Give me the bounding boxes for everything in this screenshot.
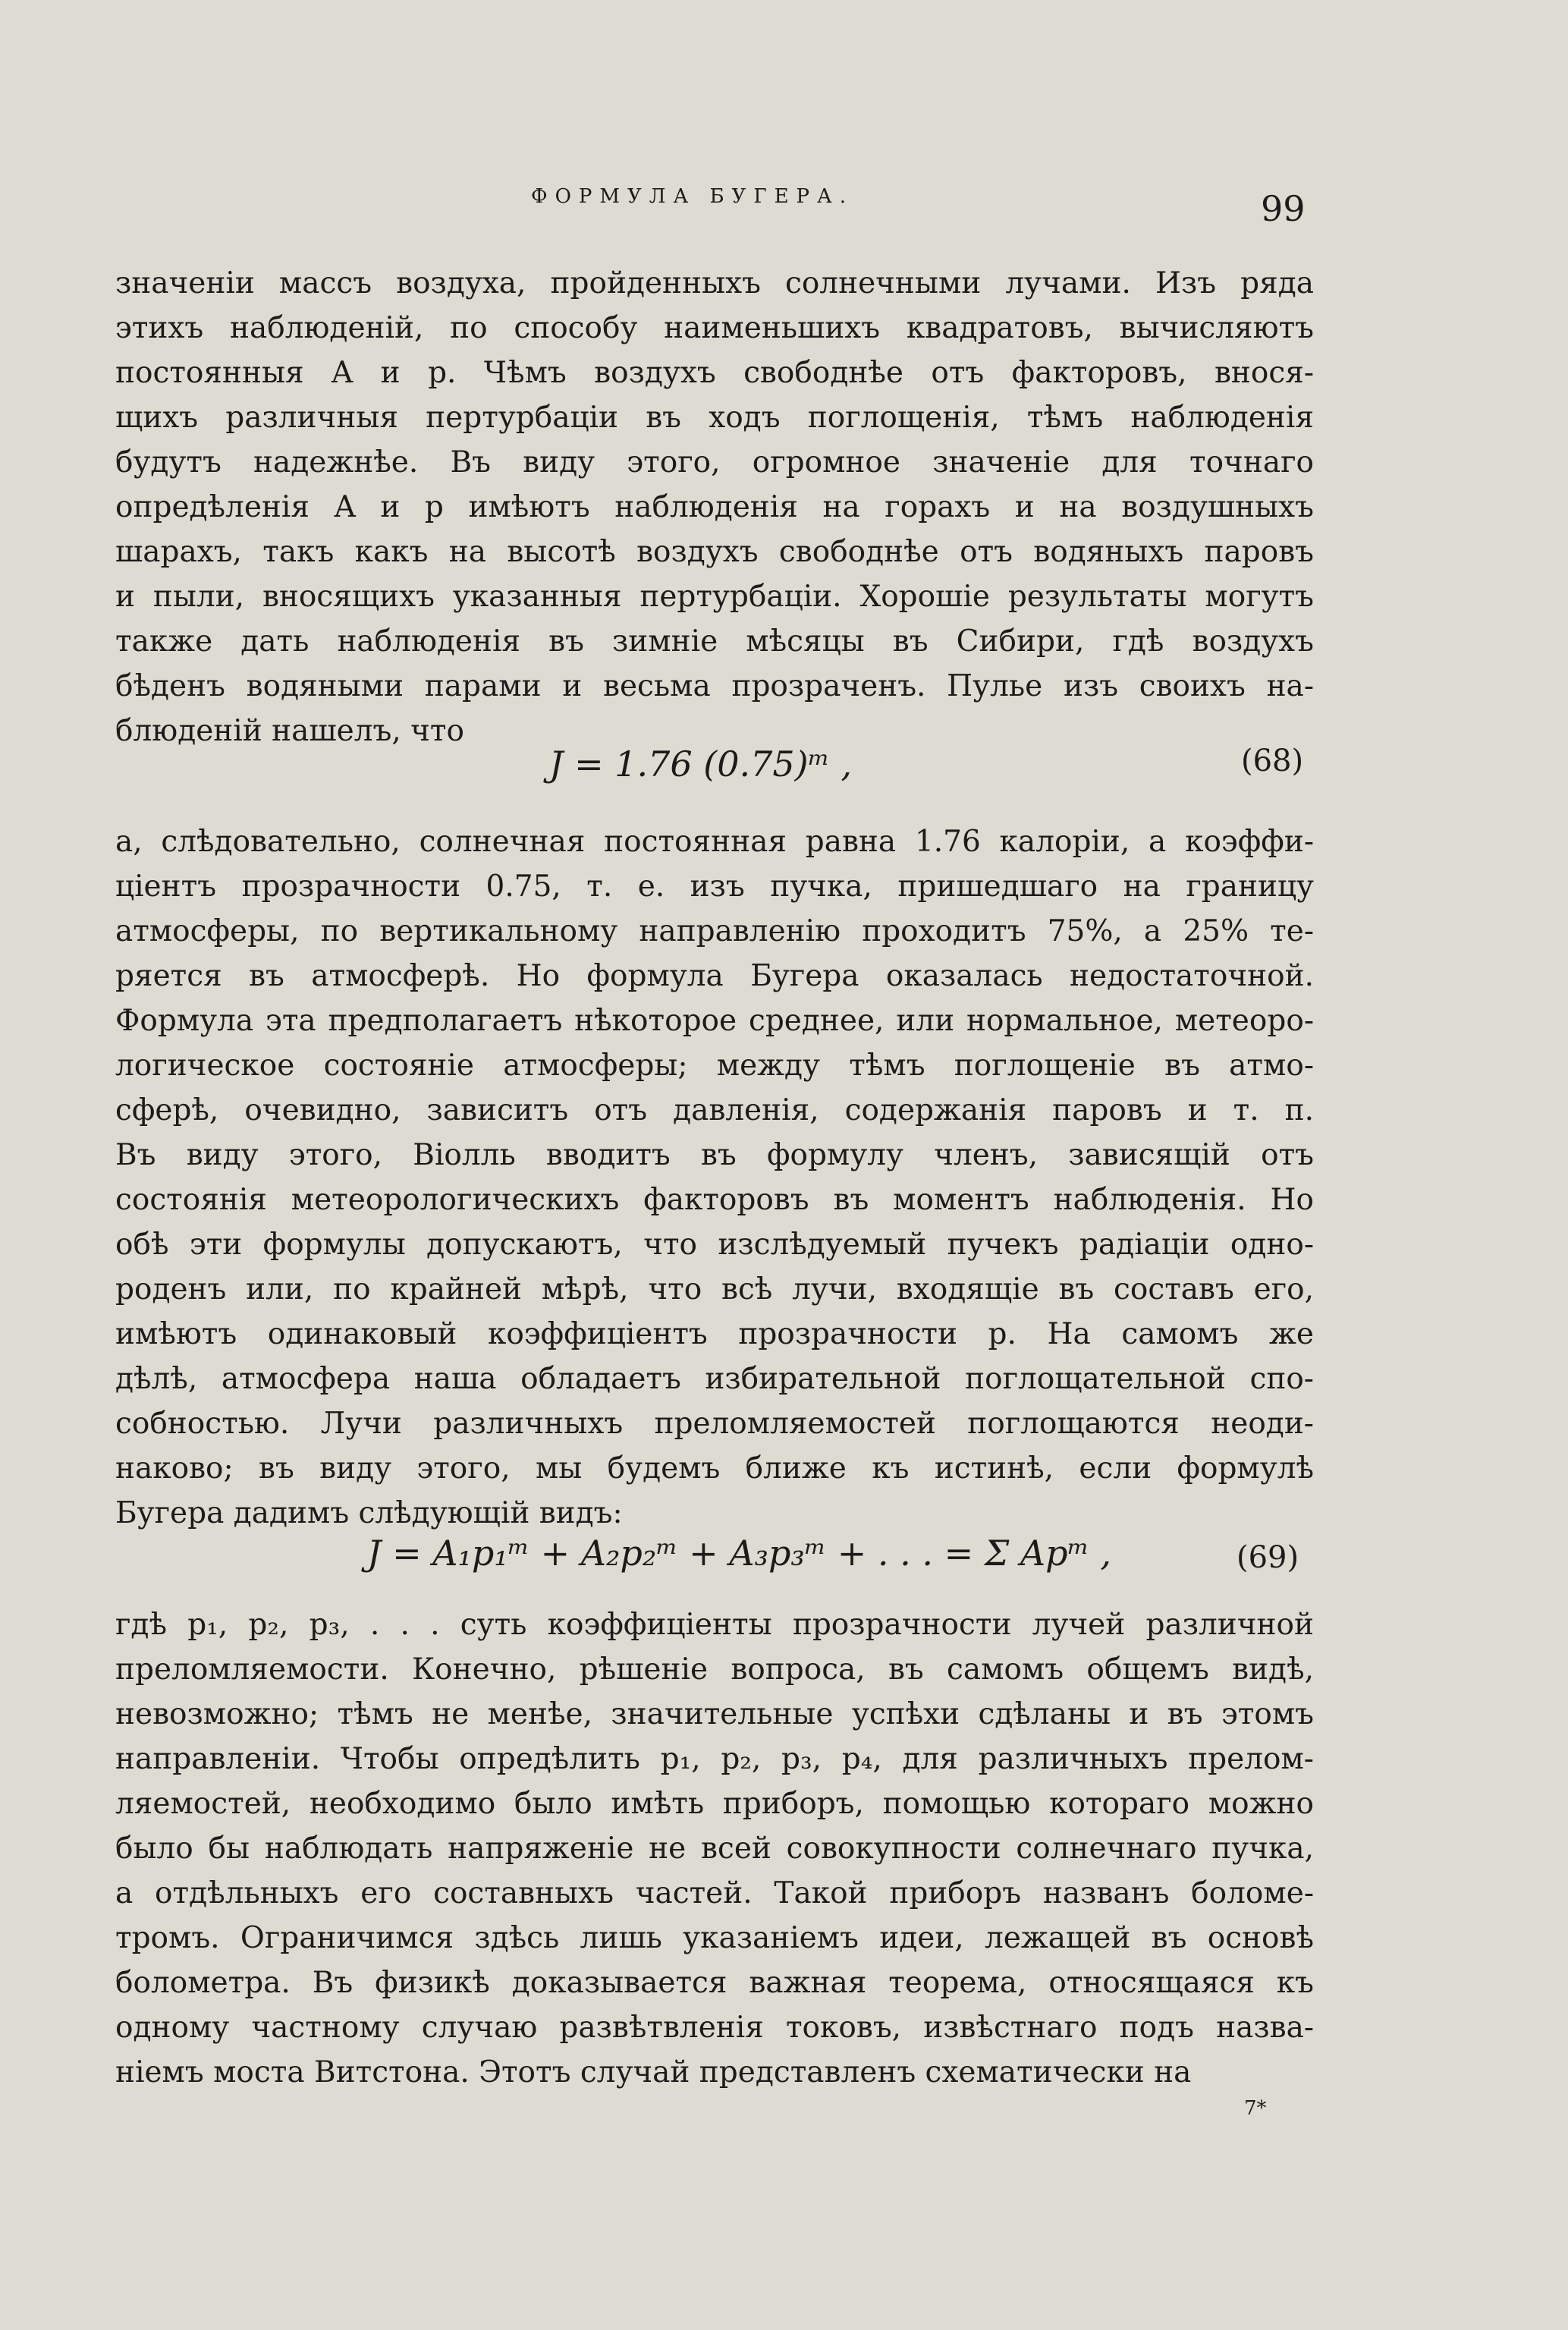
page-number: 99 — [1261, 188, 1306, 229]
text-line: логическое состоянiе атмосферы; между тѣмъ поглощенiе въ атмо- — [115, 1049, 1314, 1083]
text-line: сферѣ, очевидно, зависитъ отъ давленiя, содержанiя паровъ и т. п. — [115, 1093, 1314, 1127]
text-line: наково; въ виду этого, мы будемъ ближе къ истинѣ, если формулѣ — [115, 1451, 1314, 1486]
text-line: роденъ или, по крайней мѣрѣ, что всѣ лучи, входящiе въ составъ его, — [115, 1272, 1314, 1306]
text-line: невозможно; тѣмъ не менѣе, значительные успѣхи сдѣланы и въ этомъ — [115, 1697, 1314, 1731]
formula-69: J = A₁p₁ᵐ + A₂p₂ᵐ + A₃p₃ᵐ + . . . = Σ Apᵐ , — [367, 1533, 1112, 1574]
text-line: щихъ различныя пертурбацiи въ ходъ поглощенiя, тѣмъ наблюденiя — [115, 401, 1314, 435]
text-line: а, слѣдовательно, солнечная постоянная равна 1.76 калорiи, а коэффи- — [115, 825, 1314, 859]
text-line: нiемъ моста Витстона. Этотъ случай представленъ схематически на — [115, 2055, 1192, 2089]
text-line: значенiи массъ воздуха, пройденныхъ солнечными лучами. Изъ ряда — [115, 266, 1314, 300]
text-line: было бы наблюдать напряженiе не всей совокупности солнечнаго пучка, — [115, 1832, 1314, 1866]
text-line: ляемостей, необходимо было имѣть приборъ, помощью котораго можно — [115, 1787, 1314, 1821]
text-line: собностью. Лучи различныхъ преломляемостей поглощаются неоди- — [115, 1407, 1314, 1441]
text-line: Формула эта предполагаетъ нѣкоторое среднее, или нормальное, метеоро- — [115, 1004, 1314, 1038]
formula-68: J = 1.76 (0.75)ᵐ , — [549, 744, 853, 785]
text-line: преломляемости. Конечно, рѣшенiе вопроса, въ самомъ общемъ видѣ, — [115, 1652, 1314, 1687]
text-line: ряется въ атмосферѣ. Но формула Бугера оказалась недостаточной. — [115, 959, 1314, 993]
text-line: атмосферы, по вертикальному направленiю проходитъ 75%, а 25% те- — [115, 914, 1314, 948]
text-line: опредѣленiя A и p имѣютъ наблюденiя на горахъ и на воздушныхъ — [115, 490, 1314, 524]
text-line: одному частному случаю развѣтвленiя токовъ, извѣстнаго подъ назва- — [115, 2011, 1314, 2045]
text-line: болометра. Въ физикѣ доказывается важная теорема, относящаяся къ — [115, 1966, 1314, 2000]
text-line: дѣлѣ, атмосфера наша обладаетъ избирательной поглощательной спо- — [115, 1362, 1314, 1396]
running-title: ФОРМУЛА БУГЕРА. — [531, 185, 853, 208]
formula-68-number: (68) — [1241, 744, 1304, 778]
paragraph-2 — [115, 819, 1314, 1536]
text-line: Въ виду этого, Вiолль вводитъ въ формулу членъ, зависящiй отъ — [115, 1138, 1314, 1172]
text-line: Бугера дадимъ слѣдующiй видъ: — [115, 1496, 623, 1530]
paragraph-1 — [115, 261, 1314, 753]
text-line: шарахъ, такъ какъ на высотѣ воздухъ свободнѣе отъ водяныхъ паровъ — [115, 535, 1314, 569]
text-line: будутъ надежнѣе. Въ виду этого, огромное значенiе для точнаго — [115, 445, 1314, 480]
text-line: имѣютъ одинаковый коэффицiентъ прозрачности p. На самомъ же — [115, 1317, 1314, 1351]
signature-mark: 7* — [1244, 2097, 1267, 2120]
text-line: гдѣ p₁, p₂, p₃, . . . суть коэффицiенты прозрачности лучей различной — [115, 1608, 1314, 1642]
text-line: постоянныя A и p. Чѣмъ воздухъ свободнѣе отъ факторовъ, внося- — [115, 356, 1314, 390]
text-line: тромъ. Ограничимся здѣсь лишь указанiемъ идеи, лежащей въ основѣ — [115, 1921, 1314, 1955]
text-line: бѣденъ водяными парами и весьма прозраченъ. Пулье изъ своихъ на- — [115, 669, 1314, 703]
text-line: блюденiй нашелъ, что — [115, 714, 464, 748]
text-line: и пыли, вносящихъ указанныя пертурбацiи. Хорошiе результаты могутъ — [115, 580, 1314, 614]
text-line: цiентъ прозрачности 0.75, т. е. изъ пучка, пришедшаго на границу — [115, 869, 1314, 904]
formula-69-number: (69) — [1236, 1540, 1299, 1575]
text-line: этихъ наблюденiй, по способу наименьшихъ квадратовъ, вычисляютъ — [115, 311, 1314, 345]
text-line: обѣ эти формулы допускаютъ, что изслѣдуемый пучекъ радiацiи одно- — [115, 1228, 1314, 1262]
text-line: также дать наблюденiя въ зимнiе мѣсяцы въ Сибири, гдѣ воздухъ — [115, 624, 1314, 659]
text-line: состоянiя метеорологическихъ факторовъ въ моментъ наблюденiя. Но — [115, 1183, 1314, 1217]
text-line: а отдѣльныхъ его составныхъ частей. Такой приборъ названъ боломе- — [115, 1876, 1314, 1910]
text-line: направленiи. Чтобы опредѣлить p₁, p₂, p₃, p₄, для различныхъ прелом- — [115, 1742, 1314, 1776]
paragraph-3 — [115, 1602, 1314, 2095]
